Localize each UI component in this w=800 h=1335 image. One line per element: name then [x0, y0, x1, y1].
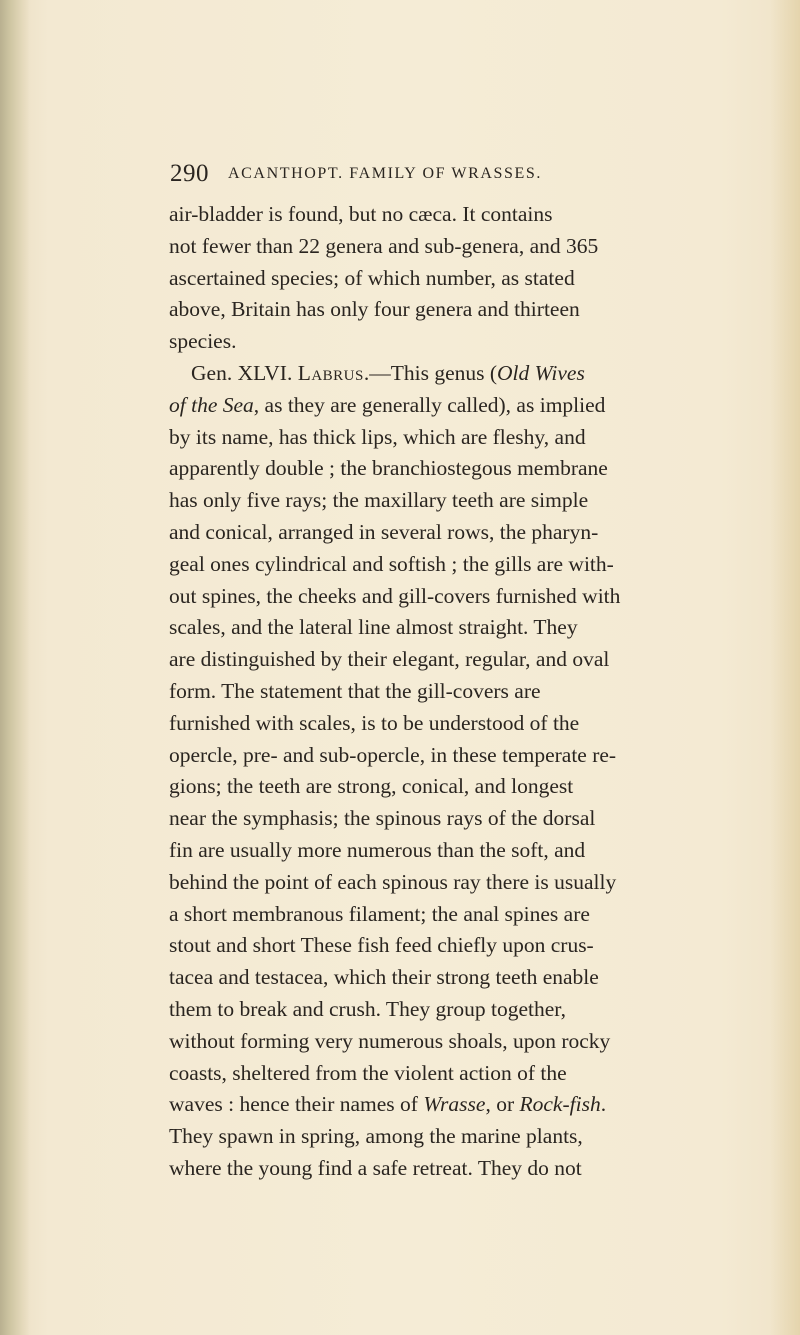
- text-line: scales, and the lateral line almost straight. They: [169, 615, 578, 640]
- text-line: waves : hence their names of Wrasse, or Rock-fish.: [169, 1092, 607, 1117]
- common-name: Wrasse: [423, 1092, 486, 1117]
- text-line: by its name, has thick lips, which are fleshy, and: [169, 424, 586, 449]
- text-line: form. The statement that the gill-covers are: [169, 678, 541, 703]
- binding-shadow: [0, 0, 30, 1335]
- text-line: stout and short These fish feed chiefly upon crus-: [169, 933, 594, 958]
- running-head: [170, 160, 730, 192]
- text-line: furnished with scales, is to be understood of the: [169, 710, 580, 735]
- text-line: species.: [169, 329, 237, 354]
- common-name: Rock-fish: [519, 1092, 601, 1117]
- text-line: without forming very numerous shoals, upon rocky: [169, 1028, 611, 1053]
- paragraph-start-line: Gen. XLVI. Labrus.—This genus (Old Wives: [191, 360, 585, 385]
- text-line: geal ones cylindrical and softish ; the gills are with-: [169, 551, 614, 576]
- text-line: a short membranous filament; the anal spines are: [169, 901, 590, 926]
- text-line: apparently double ; the branchiostegous membrane: [169, 456, 608, 481]
- genus-name: Labrus: [297, 360, 364, 385]
- body-text: [169, 199, 714, 1185]
- text-line: and conical, arranged in several rows, the pharyn-: [169, 519, 599, 544]
- text-line: coasts, sheltered from the violent action of the: [169, 1060, 567, 1085]
- text-line: above, Britain has only four genera and thirteen: [169, 297, 580, 322]
- text-line: gions; the teeth are strong, conical, and longest: [169, 774, 574, 799]
- text-line: behind the point of each spinous ray there is usually: [169, 869, 617, 894]
- page-edge-stain: [770, 0, 800, 1335]
- text-line: out spines, the cheeks and gill-covers furnished with: [169, 583, 621, 608]
- text-line: They spawn in spring, among the marine plants,: [169, 1124, 583, 1149]
- text-line: them to break and crush. They group together,: [169, 996, 566, 1021]
- text-line: near the symphasis; the spinous rays of the dorsal: [169, 806, 596, 831]
- page-number: 290: [170, 160, 209, 187]
- text-line: where the young find a safe retreat. They do not: [169, 1155, 582, 1180]
- common-name: of the Sea: [169, 392, 254, 417]
- text-line: ascertained species; of which number, as stated: [169, 265, 575, 290]
- running-title: ACANTHOPT. FAMILY OF WRASSES.: [228, 165, 543, 182]
- common-name: Old Wives: [497, 360, 585, 385]
- text-line: not fewer than 22 genera and sub-genera, and 365: [169, 233, 599, 258]
- text-line: of the Sea, as they are generally called), as implied: [169, 392, 606, 417]
- text-line: has only five rays; the maxillary teeth are simple: [169, 488, 589, 513]
- text-line: fin are usually more numerous than the soft, and: [169, 837, 586, 862]
- text-line: are distinguished by their elegant, regular, and oval: [169, 647, 610, 672]
- text-line: air-bladder is found, but no cæca. It contains: [169, 202, 553, 226]
- text-line: tacea and testacea, which their strong teeth enable: [169, 965, 599, 990]
- text-line: opercle, pre- and sub-opercle, in these temperate re-: [169, 742, 617, 767]
